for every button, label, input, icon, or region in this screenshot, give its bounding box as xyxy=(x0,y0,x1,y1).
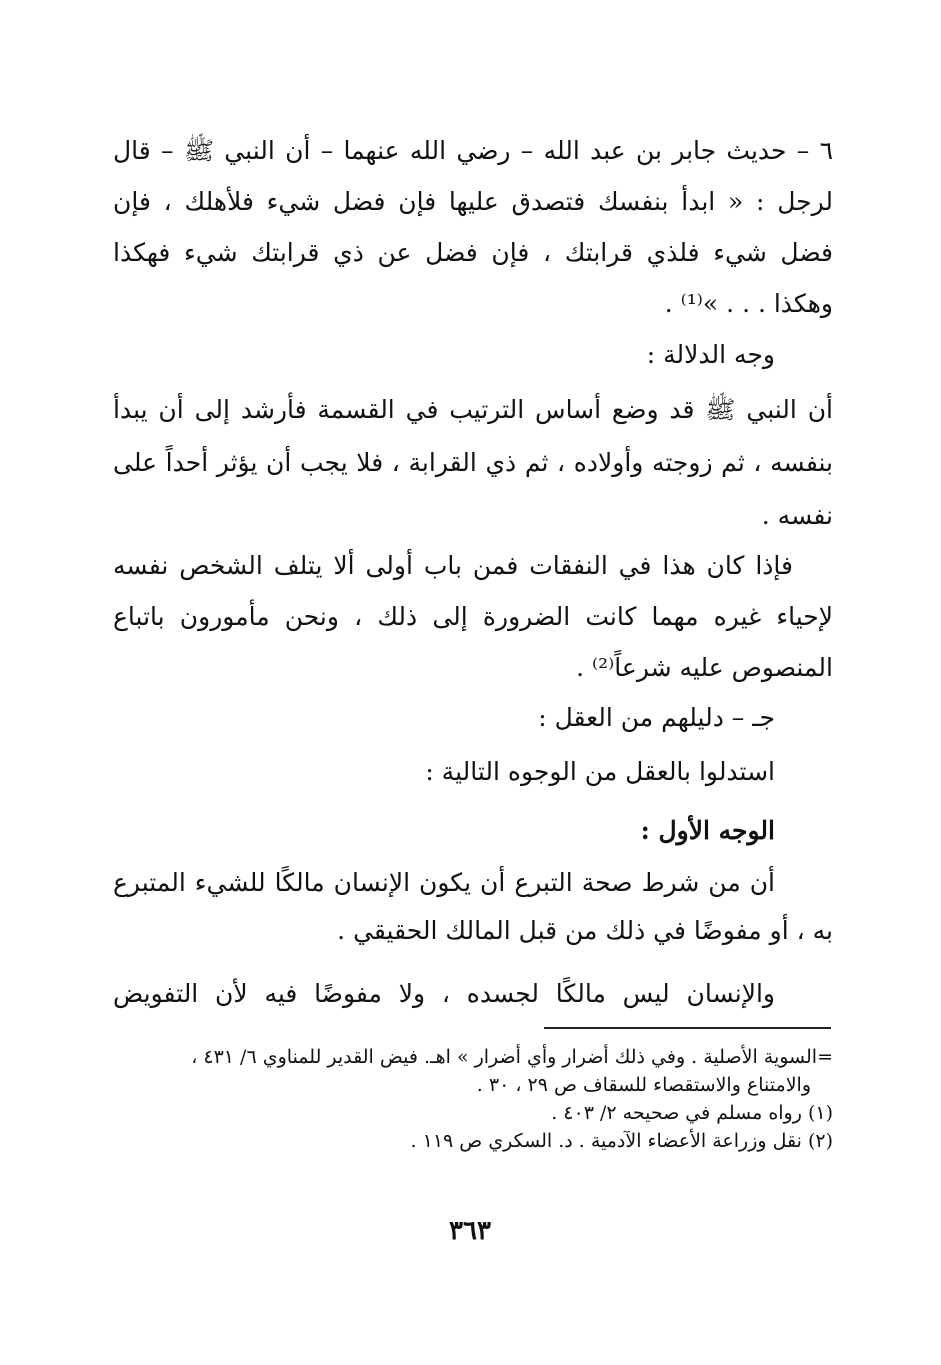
fa-idha-paragraph: فإذا كان هذا في النفقات فمن باب أولى ألا يتلف الشخص نفسه لإحياء غيره مهما كانت الضرورة إلى ذلك ، ونحن مأمورون باتباع المنصوص عليه شرعاً⁽²⁾ . xyxy=(113,551,833,682)
footnote-1: (١) رواه مسلم في صحيحه ٢/ ٤٠٣ . xyxy=(551,1102,833,1124)
footnote-continuation-line2: والامتناع والاستقصاء للسقاف ص ٢٩ ، ٣٠ . xyxy=(476,1074,811,1096)
first-aspect-heading: الوجه الأول : xyxy=(640,816,775,845)
istadallu-line: استدلوا بالعقل من الوجوه التالية : xyxy=(425,757,775,786)
last-paragraph: والإنسان ليس مالكًا لجسده ، ولا مفوضًا فيه لأن التفويض xyxy=(113,979,775,1008)
footnote-continuation-line1: =السوية الأصلية . وفي ذلك أضرار وأي أضرار » اهـ. فيض القدير للمناوي ٦/ ٤٣١ ، xyxy=(191,1046,833,1068)
hadith-paragraph: ٦ – حديث جابر بن عبد الله – رضي الله عنهما – أن النبي ﷺ – قال لرجل : « ابدأ بنفسك فتصدق عليها فإن فضل شيء فلأهلك ، فإن فضل شيء فلذي قرابتك ، فإن فضل عن ذي قرابتك شيء فهكذا وهكذا . . . »⁽¹⁾ . xyxy=(113,136,833,318)
first-aspect-body: أن من شرط صحة التبرع أن يكون الإنسان مالكًا للشيء المتبرع به ، أو مفوضًا في ذلك من قبل المالك الحقيقي . xyxy=(113,868,833,945)
footnote-2: (٢) نقل وزراعة الأعضاء الآدمية . د. السكري ص ١١٩ . xyxy=(410,1130,833,1152)
wajh-dalala-heading: وجه الدلالة : xyxy=(646,340,775,369)
page-number: ٣٦٣ xyxy=(449,1216,491,1246)
footnotes-block xyxy=(113,1043,833,1155)
aql-evidence-heading: جـ – دليلهم من العقل : xyxy=(538,703,775,732)
footnote-separator xyxy=(544,1027,831,1029)
wajh-dalala-body: أن النبي ﷺ قد وضع أساس الترتيب في القسمة فأرشد إلى أن يبدأ بنفسه ، ثم زوجته وأولاده ، ثم ذي القرابة ، فلا يجب أن يؤثر أحداً على نفسه . xyxy=(113,395,833,530)
